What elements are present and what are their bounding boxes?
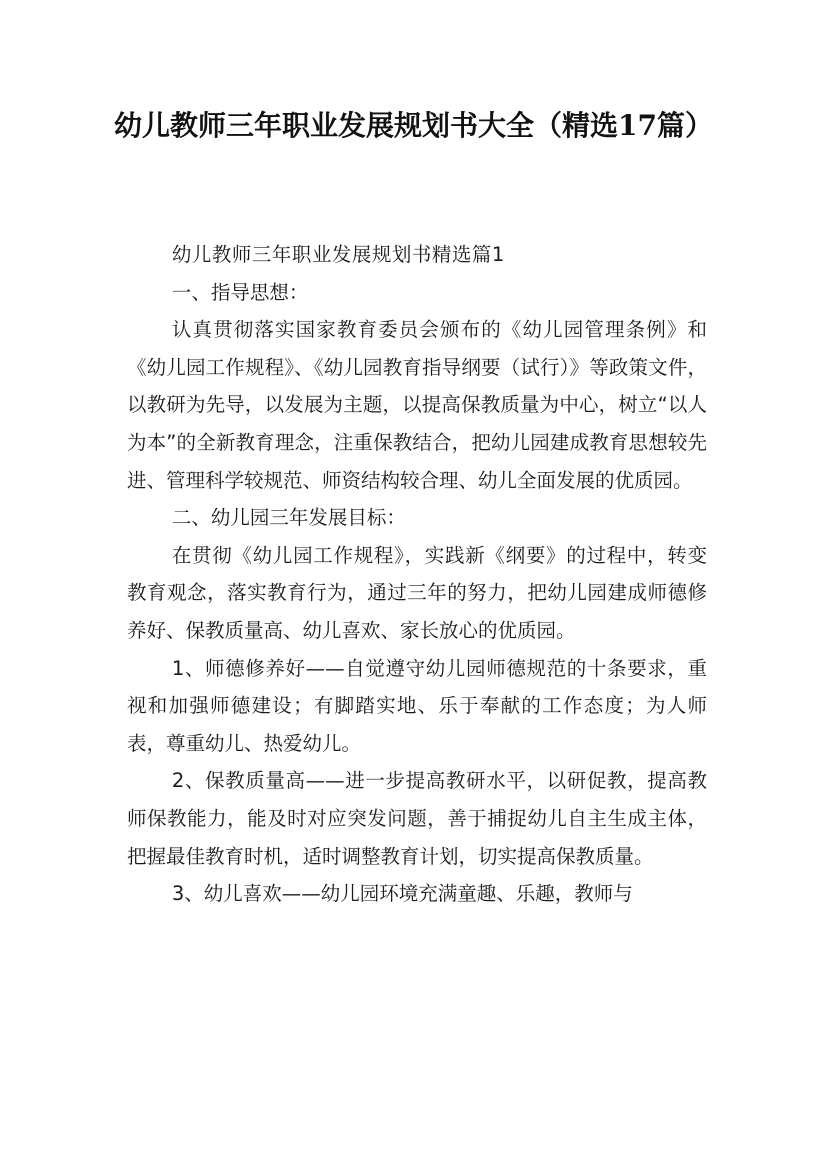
document-title: 幼儿教师三年职业发展规划书大全（精选17篇） — [114, 109, 713, 142]
document-body — [127, 236, 707, 913]
subsection-heading-goals: 二、幼儿园三年发展目标： — [171, 506, 406, 530]
list-item: 2、保教质量高——进一步提高教研水平，以研促教，提高教师保教能力，能及时对应突发问题，善于捕捉幼儿自主生成主体，把握最佳教育时机，适时调整教育计划，切实提高保教质量。 — [127, 769, 707, 868]
section-heading: 幼儿教师三年职业发展规划书精选篇1 — [171, 243, 505, 266]
subsection-heading-guiding-ideology: 一、指导思想： — [171, 280, 309, 304]
list-item: 1、师德修养好——自觉遵守幼儿园师德规范的十条要求，重视和加强师德建设；有脚踏实地、乐于奉献的工作态度；为人师表，尊重幼儿、热爱幼儿。 — [127, 656, 707, 755]
paragraph: 认真贯彻落实国家教育委员会颁布的《幼儿园管理条例》和《幼儿园工作规程》、《幼儿园教育指导纲要（试行）》等政策文件，以教研为先导，以发展为主题，以提高保教质量为中心，树立“以人为本”的全新教育理念，注重保教结合，把幼儿园建成教育思想较先进、管理科学较规范、师资结构较合理、幼儿全面发展的优质园。 — [127, 318, 707, 492]
list-item: 3、幼儿喜欢——幼儿园环境充满童趣、乐趣，教师与 — [171, 882, 633, 906]
paragraph: 在贯彻《幼儿园工作规程》，实践新《纲要》的过程中，转变教育观念，落实教育行为，通过三年的努力，把幼儿园建成师德修养好、保教质量高、幼儿喜欢、家长放心的优质园。 — [127, 543, 707, 642]
